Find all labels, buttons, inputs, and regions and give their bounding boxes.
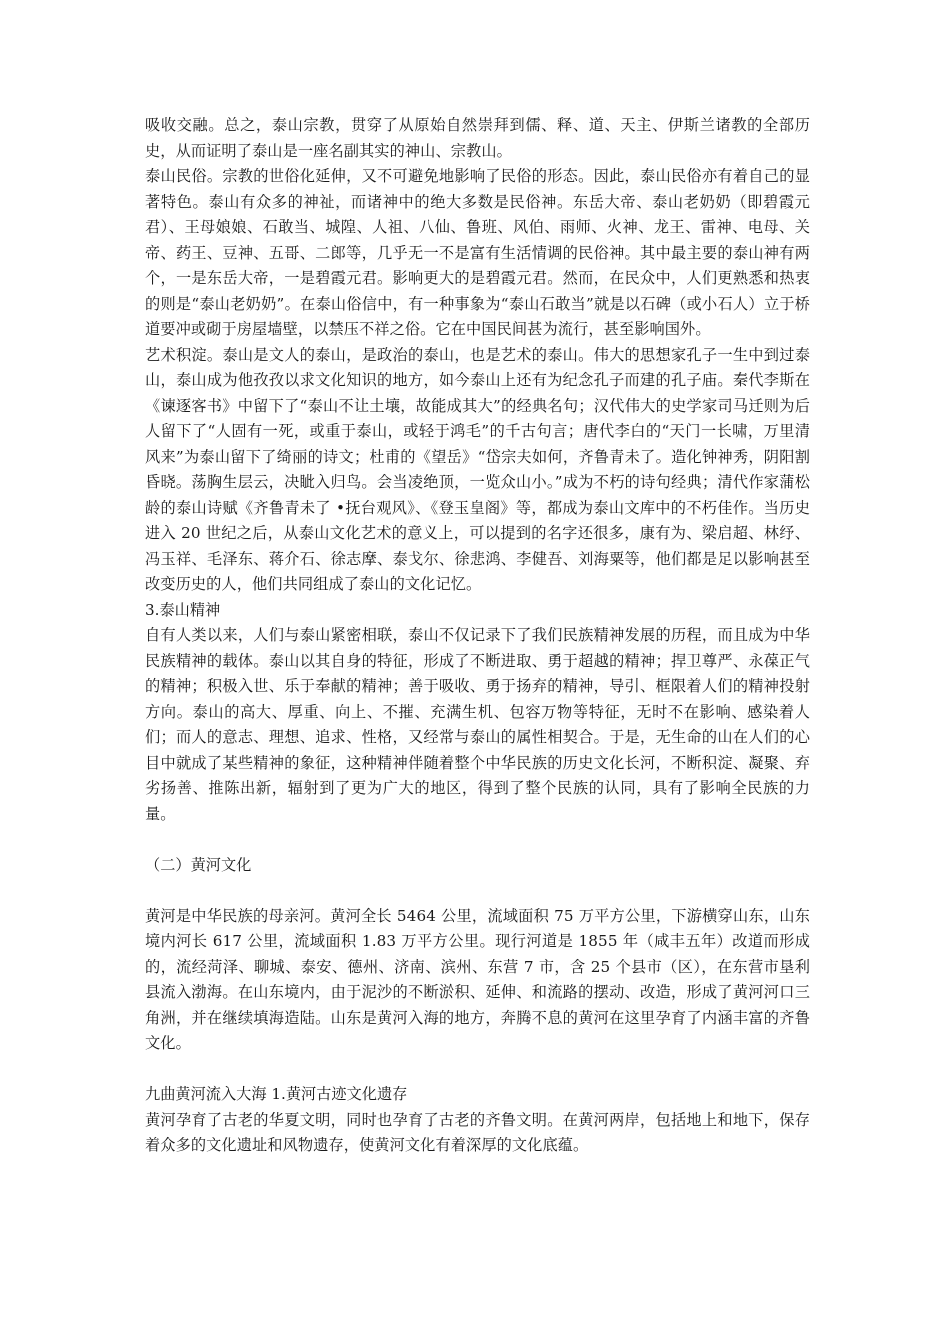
document-page (145, 113, 810, 1159)
paragraph-taishan-art: 艺术积淀。泰山是文人的泰山，是政治的泰山，也是艺术的泰山。伟大的思想家孔子一生中到过泰山，泰山成为他孜孜以求文化知识的地方，如今泰山上还有为纪念孔子而建的孔子庙。秦代李斯在《谏逐客书》中留下了“泰山不让土壤，故能成其大”的经典名句；汉代伟大的史学家司马迁则为后人留下了“人固有一死，或重于泰山，或轻于鸿毛”的千古句言；唐代李白的“天门一长啸，万里清风来”为泰山留下了绮丽的诗文；杜甫的《望岳》“岱宗夫如何，齐鲁青未了。造化钟神秀，阴阳割昏晓。荡胸生层云，决眦入归鸟。会当凌绝顶，一览众山小。”成为不朽的诗句经典；清代作家蒲松龄的泰山诗赋《齐鲁青未了 •抚台观风》、《登玉皇阁》等，都成为泰山文库中的不朽佳作。当历史进入 20 世纪之后，从泰山文化艺术的意义上，可以提到的名字还很多，康有为、梁启超、林纾、冯玉祥、毛泽东、蒋介石、徐志摩、泰戈尔、徐悲鸿、李健吾、刘海粟等，他们都是足以影响甚至改变历史的人，他们共同组成了泰山的文化记忆。 (145, 345, 810, 593)
paragraph-yellow-river-intro: 黄河是中华民族的母亲河。黄河全长 5464 公里，流域面积 75 万平方公里，下游横穿山东，山东境内河长 617 公里，流域面积 1.83 万平方公里。现行河道是 1855 年（咸丰五年）改道而形成的，流经菏泽、聊城、泰安、德州、济南、滨州、东营 7 市，含 25 个县市（区），在东营市垦利县流入渤海。在山东境内，由于泥沙的不断淤积、延伸、和流路的摆动、改造，形成了黄河河口三角洲，并在继续填海造陆。山东是黄河入海的地方，奔腾不息的黄河在这里孕育了内涵丰富的齐鲁文化。 (145, 906, 810, 1052)
section-heading-yellow-river-heritage: 九曲黄河流入大海 1.黄河古迹文化遗存 (145, 1085, 408, 1103)
section-heading-taishan-spirit: 3.泰山精神 (145, 600, 221, 619)
blank-line (145, 1057, 810, 1083)
section-heading-yellow-river-culture: （二）黄河文化 (145, 855, 252, 874)
blank-line (145, 827, 810, 853)
paragraph-taishan-folk-custom: 泰山民俗。宗教的世俗化延伸，又不可避免地影响了民俗的形态。因此，泰山民俗亦有着自己的显著特色。泰山有众多的神祉，而诸神中的绝大多数是民俗神。东岳大帝、泰山老奶奶（即碧霞元君）、王母娘娘、石敢当、城隍、人祖、八仙、鲁班、风伯、雨师、火神、龙王、雷神、电母、关帝、药王、豆神、五哥、二郎等，几乎无一不是富有生活情调的民俗神。其中最主要的泰山神有两个，一是东岳大帝，一是碧霞元君。影响更大的是碧霞元君。然而，在民众中，人们更熟悉和热衷的则是“泰山老奶奶”。在泰山俗信中，有一种事象为“泰山石敢当”就是以石碑（或小石人）立于桥道要冲或砌于房屋墙壁，以禁压不祥之俗。它在中国民间甚为流行，甚至影响国外。 (145, 167, 810, 338)
blank-line (145, 878, 810, 904)
paragraph-yellow-river-heritage: 黄河孕育了古老的华夏文明，同时也孕育了古老的齐鲁文明。在黄河两岸，包括地上和地下，保存着众多的文化遗址和风物遗存，使黄河文化有着深厚的文化底蕴。 (145, 1110, 810, 1154)
paragraph-taishan-religion: 吸收交融。总之，泰山宗教，贯穿了从原始自然崇拜到儒、释、道、天主、伊斯兰诸教的全部历史，从而证明了泰山是一座名副其实的神山、宗教山。 (145, 116, 810, 160)
paragraph-taishan-spirit: 自有人类以来，人们与泰山紧密相联，泰山不仅记录下了我们民族精神发展的历程，而且成为中华民族精神的载体。泰山以其自身的特征，形成了不断进取、勇于超越的精神；捍卫尊严、永葆正气的精神；积极入世、乐于奉献的精神；善于吸收、勇于扬弃的精神，导引、框限着人们的精神投射方向。泰山的高大、厚重、向上、不摧、充满生机、包容万物等特征，无时不在影响、感染着人们；而人的意志、理想、追求、性格，又经常与泰山的属性相契合。于是，无生命的山在人们的心目中就成了某些精神的象征，这种精神伴随着整个中华民族的历史文化长河，不断积淀、凝聚、弃劣扬善、推陈出新，辐射到了更为广大的地区，得到了整个民族的认同，具有了影响全民族的力量。 (145, 626, 810, 823)
